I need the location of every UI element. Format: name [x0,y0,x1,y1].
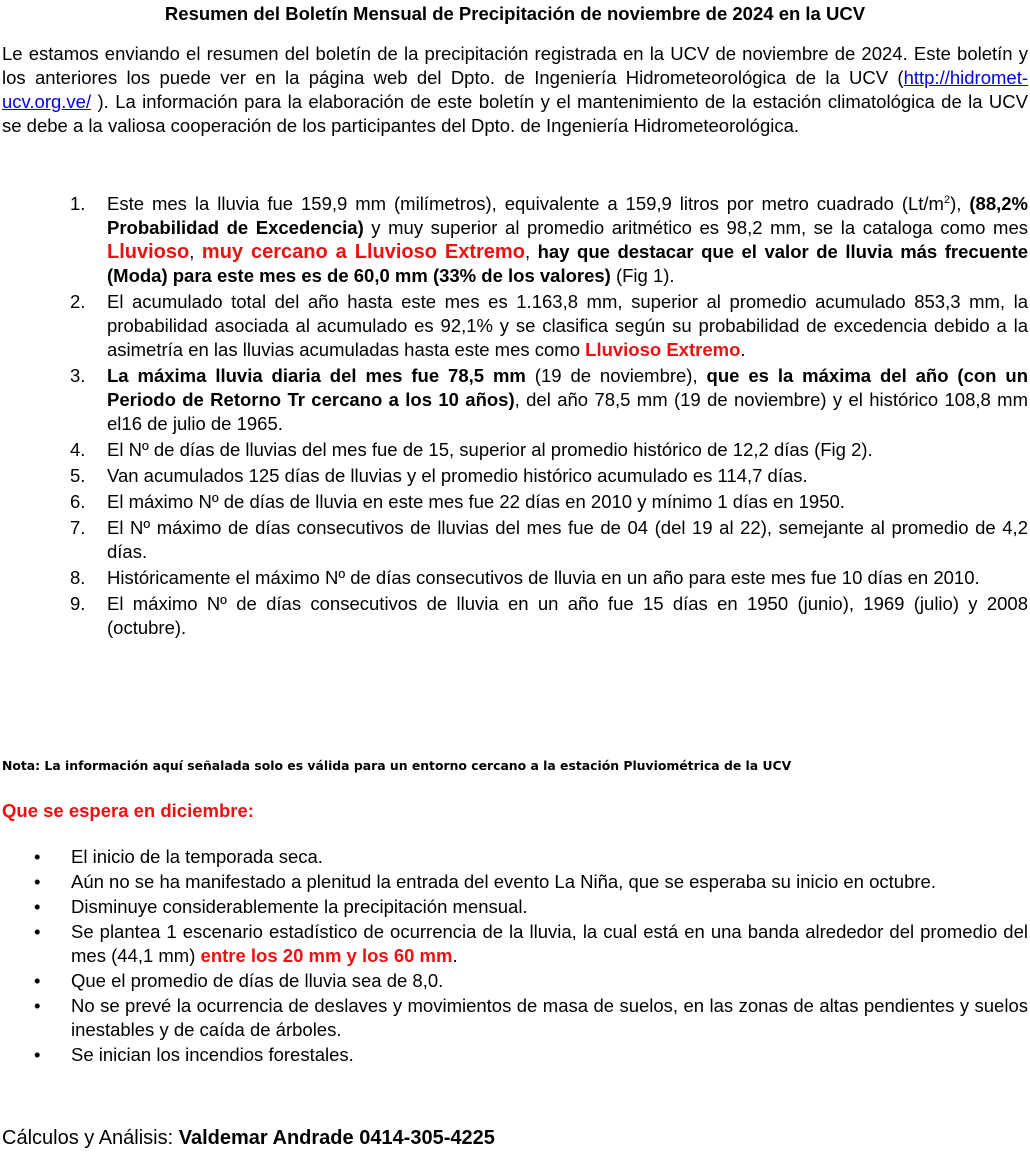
intro-text-2: ). La información para la elaboración de este boletín y el mantenimiento de la estación climatológica de la UCV se debe a la valiosa cooperación de los participantes del Dpto. de Ingeniería Hidrometeorológica. [2,91,1028,136]
fact-text: , del año 78,5 mm (19 de noviembre) y el histórico 108,8 mm el16 de julio de 1965. [107,389,1028,434]
expectation-item [34,1043,1028,1067]
bullet-icon: • [34,970,41,991]
expectations-list [34,845,1028,1068]
fact-item-9 [70,592,1028,640]
fact-item-2 [70,290,1028,362]
fact-number: 4. [70,439,86,460]
expectation-item [34,845,1028,869]
expectation-highlight-red: entre los 20 mm y los 60 mm [200,945,453,966]
bullet-icon: • [34,871,41,892]
credits-footer [2,1124,495,1152]
expectation-text: Se inician los incendios forestales. [71,1044,354,1065]
fact-text: (Fig 1). [610,265,675,286]
fact-bold-text: que es la máxima del año (con un Periodo de Retorno Tr cercano a los 10 años) [107,365,1028,410]
facts-list [70,192,1028,642]
fact-text: El máximo Nº de días consecutivos de lluvia en un año fue 15 días en 1950 (junio), 1969 (julio) y 2008 (octubre). [107,593,1028,638]
fact-item-6 [70,490,1028,514]
expectation-item [34,870,1028,894]
fact-item-7 [70,516,1028,564]
credits-label: Cálculos y Análisis: [2,1127,179,1149]
fact-text: ), [950,193,970,214]
validity-note: Nota: La información aquí señalada solo es válida para un entorno cercano a la estación Pluviométrica de la UCV [2,758,792,773]
fact-text: y muy superior al promedio aritmético es 98,2 mm, se la cataloga como mes [363,217,1028,238]
expectation-text: . [452,945,458,966]
fact-highlight-red: muy cercano a Lluvioso Extremo [201,241,525,263]
credits-author: Valdemar Andrade 0414-305-4225 [178,1127,495,1149]
fact-bold-text: La máxima lluvia diaria del mes fue 78,5 mm [107,365,526,386]
fact-text: . [740,339,746,360]
fact-highlight-red: Lluvioso [107,241,190,263]
fact-bold-text: (88,2% Probabilidad de Excedencia) [107,193,1028,238]
fact-text: , [524,241,538,262]
expectation-text: Se plantea 1 escenario estadístico de ocurrencia de la lluvia, la cual está en una banda alrededor del promedio del mes (44,1 mm) [71,921,1028,966]
bullet-icon: • [34,921,41,942]
bullet-icon: • [34,1044,41,1065]
intro-text-1: Le estamos enviando el resumen del boletín de la precipitación registrada en la UCV de noviembre de 2024. Este boletín y los anteriores los puede ver en la página web del Dpto. de Ingeniería Hidrometeorológica de la UCV ( [2,43,1028,88]
fact-text: El Nº de días de lluvias del mes fue de 15, superior al promedio histórico de 12,2 días (Fig 2). [107,439,873,460]
bullet-icon: • [34,995,41,1016]
expectation-text: Disminuye considerablemente la precipitación mensual. [71,896,528,917]
fact-highlight-red: Lluvioso Extremo [585,339,741,360]
expectation-text: El inicio de la temporada seca. [71,846,323,867]
fact-number: 8. [70,567,86,588]
expectation-item [34,994,1028,1042]
fact-text: Van acumulados 125 días de lluvias y el promedio histórico acumulado es 114,7 días. [107,465,808,486]
fact-text: , [189,241,202,262]
fact-item-8 [70,566,1028,590]
fact-number: 7. [70,517,86,538]
intro-paragraph [2,42,1028,138]
expectation-item [34,895,1028,919]
fact-item-3 [70,364,1028,436]
expectation-item [34,920,1028,968]
expectation-item [34,969,1028,993]
expectation-text: Que el promedio de días de lluvia sea de 8,0. [71,970,444,991]
bullet-icon: • [34,846,41,867]
fact-number: 5. [70,465,86,486]
page-title: Resumen del Boletín Mensual de Precipitación de noviembre de 2024 en la UCV [164,3,866,24]
superscript: 2 [943,193,951,206]
fact-number: 3. [70,365,86,386]
fact-item-4 [70,438,1028,462]
fact-number: 6. [70,491,86,512]
fact-text: (19 de noviembre), [525,365,707,386]
fact-text: Históricamente el máximo Nº de días consecutivos de lluvia en un año para este mes fue 10 días en 2010. [107,567,980,588]
fact-bold-text: hay que destacar que el valor de lluvia más frecuente (Moda) para este mes es de 60,0 mm (33% de los valores) [107,241,1029,286]
fact-number: 9. [70,593,86,614]
fact-text: El Nº máximo de días consecutivos de lluvias del mes fue de 04 (del 19 al 22), semejante al promedio de 4,2 días. [107,517,1028,562]
fact-number: 1. [70,193,86,214]
expectation-text: No se prevé la ocurrencia de deslaves y movimientos de masa de suelos, en las zonas de altas pendientes y suelos inestables y de caída de árboles. [71,995,1028,1040]
bullet-icon: • [34,896,41,917]
expectation-text: Aún no se ha manifestado a plenitud la entrada del evento La Niña, que se esperaba su inicio en octubre. [71,871,936,892]
fact-item-1 [70,192,1028,288]
december-expectations-heading: Que se espera en diciembre: [2,800,254,821]
fact-number: 2. [70,291,86,312]
fact-text: El acumulado total del año hasta este mes es 1.163,8 mm, superior al promedio acumulado 853,3 mm, la probabilidad asociada al acumulado es 92,1% y se clasifica según su probabilidad de excedencia debido a la asimetría en las lluvias acumuladas hasta este mes como [107,291,1028,360]
fact-text: Este mes la lluvia fue 159,9 mm (milímetros), equivalente a 159,9 litros por metro cuadrado (Lt/m [107,193,944,214]
hidromet-website-link[interactable]: http://hidromet-ucv.org.ve/ [2,67,1028,112]
fact-text: El máximo Nº de días de lluvia en este mes fue 22 días en 2010 y mínimo 1 días en 1950. [107,491,845,512]
fact-item-5 [70,464,1028,488]
